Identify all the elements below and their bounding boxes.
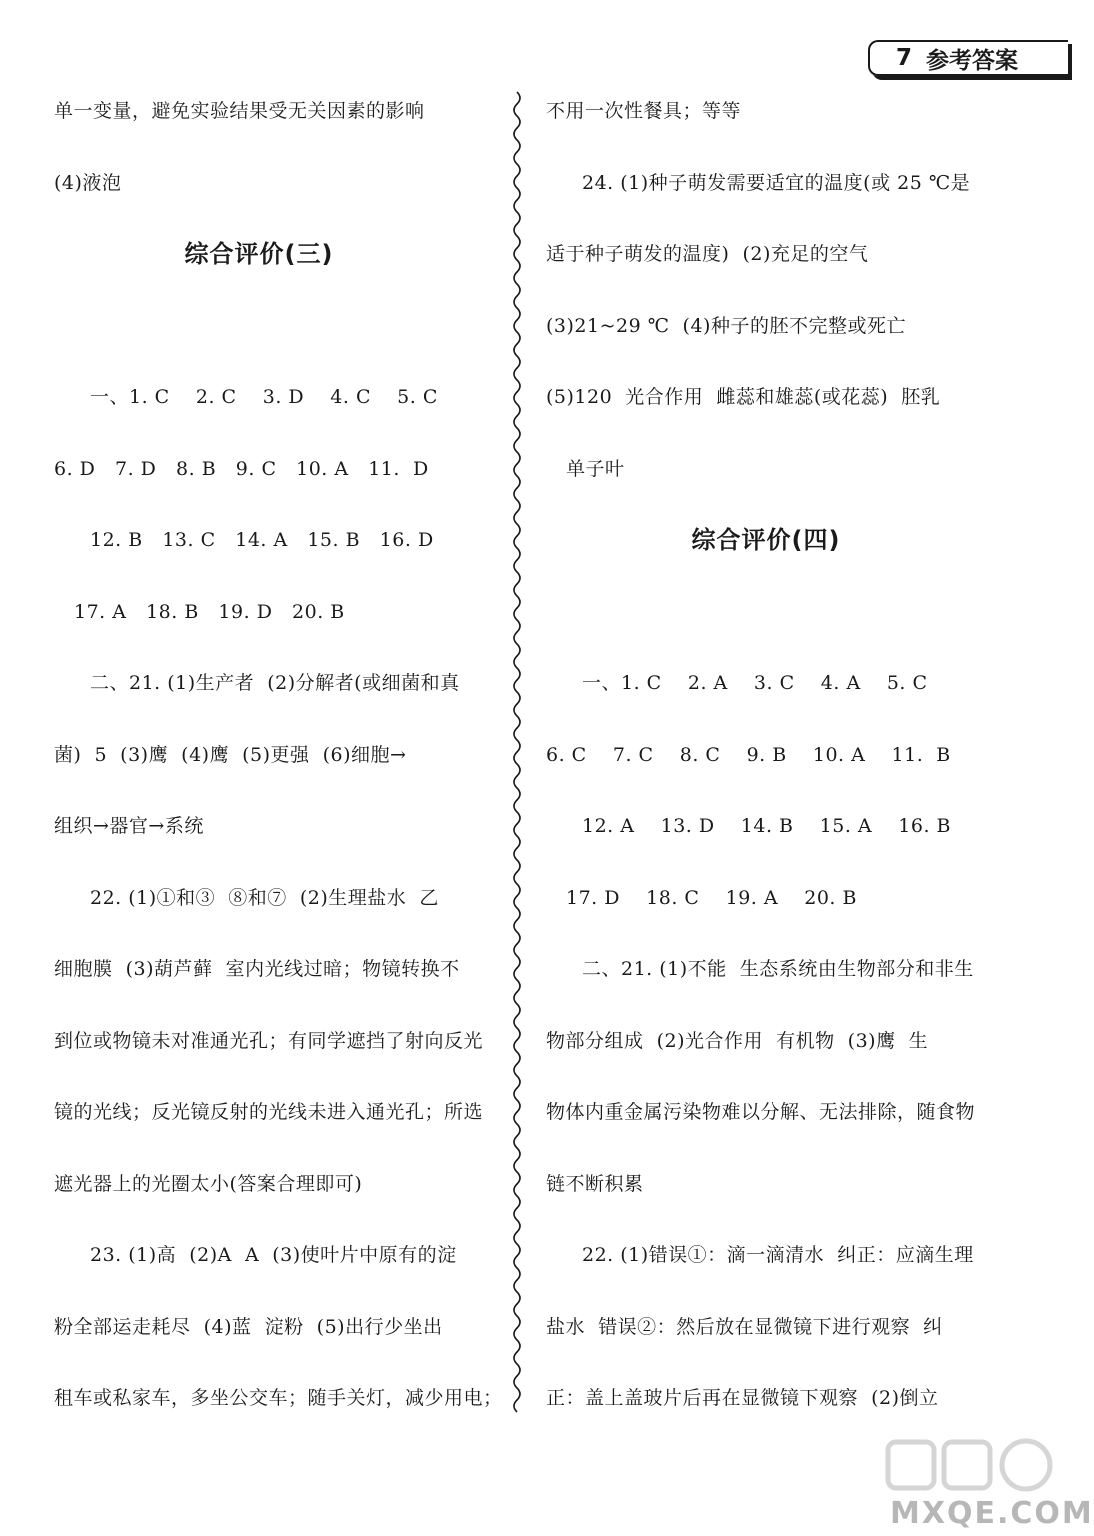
watermark-text: MXQE.COM: [890, 1496, 1094, 1531]
answer-line: 链不断积累: [546, 1172, 644, 1195]
text-line: 单一变量，避免实验结果受无关因素的影响: [54, 100, 425, 122]
section-heading: 综合评价(三): [184, 240, 334, 268]
answer-line: 镜的光线；反光镜反射的光线未进入通光孔；所选: [54, 1101, 484, 1123]
answer-line: 6. C 7. C 8. C 9. B 10. A 11. B: [546, 743, 951, 766]
answer-line: 12. B 13. C 14. A 15. B 16. D: [90, 529, 434, 551]
answer-line: 6. D 7. D 8. B 9. C 10. A 11. D: [54, 457, 429, 480]
answer-line: 23. (1)高 (2)A A (3)使叶片中原有的淀: [90, 1244, 457, 1266]
answer-line: 22. (1)错误①：滴一滴清水 纠正：应滴生理: [582, 1244, 974, 1266]
answer-line: 一、1. C 2. A 3. C 4. A 5. C: [582, 672, 928, 694]
answer-line: 12. A 13. D 14. B 15. A 16. B: [582, 815, 952, 837]
answer-line: 二、21. (1)生产者 (2)分解者(或细菌和真: [90, 672, 460, 694]
page-header-tab: [868, 40, 1068, 76]
answer-line: 17. D 18. C 19. A 20. B: [566, 886, 857, 909]
right-column: [546, 78, 986, 1437]
answer-line: 细胞膜 (3)葫芦藓 室内光线过暗；物镜转换不: [54, 958, 460, 980]
text-line: 不用一次性餐具；等等: [546, 100, 742, 122]
section-heading: 综合评价(四): [691, 526, 841, 554]
answer-line: 到位或物镜未对准通光孔；有同学遮挡了射向反光: [54, 1029, 484, 1052]
answer-line: 盐水 错误②：然后放在显微镜下进行观察 纠: [546, 1315, 943, 1338]
answer-line: 17. A 18. B 19. D 20. B: [74, 600, 345, 623]
answer-line: 适于种子萌发的温度) (2)充足的空气: [546, 243, 869, 265]
answer-line: 菌) 5 (3)鹰 (4)鹰 (5)更强 (6)细胞→: [54, 743, 407, 766]
answer-line: 单子叶: [566, 457, 625, 480]
answer-line: (3)21~29 ℃ (4)种子的胚不完整或死亡: [546, 314, 906, 337]
text-line: (4)液泡: [54, 171, 122, 194]
answer-line: 物部分组成 (2)光合作用 有机物 (3)鹰 生: [546, 1029, 929, 1052]
answer-line: 租车或私家车，多坐公交车；随手关灯，减少用电；: [54, 1387, 503, 1409]
section-title: 参考答案: [926, 47, 1019, 74]
answer-line: 遮光器上的光圈太小(答案合理即可): [54, 1172, 363, 1195]
answer-line: 粉全部运走耗尽 (4)蓝 淀粉 (5)出行少坐出: [54, 1315, 443, 1338]
page-number: 7: [896, 45, 913, 71]
left-column: [54, 78, 503, 1437]
answer-line: 二、21. (1)不能 生态系统由生物部分和非生: [582, 958, 974, 980]
answer-line: 24. (1)种子萌发需要适宜的温度(或 25 ℃是: [582, 171, 971, 194]
answer-line: 22. (1)①和③ ⑧和⑦ (2)生理盐水 乙: [90, 886, 439, 909]
answer-line: (5)120 光合作用 雌蕊和雄蕊(或花蕊) 胚乳: [546, 386, 941, 408]
answer-line: 一、1. C 2. C 3. D 4. C 5. C: [90, 386, 438, 408]
answer-line: 正：盖上盖玻片后再在显微镜下观察 (2)倒立: [546, 1387, 939, 1409]
answer-line: 组织→器官→系统: [54, 815, 204, 837]
answer-line: 物体内重金属污染物难以分解、无法排除，随食物: [546, 1101, 976, 1123]
column-divider: [506, 92, 528, 1412]
